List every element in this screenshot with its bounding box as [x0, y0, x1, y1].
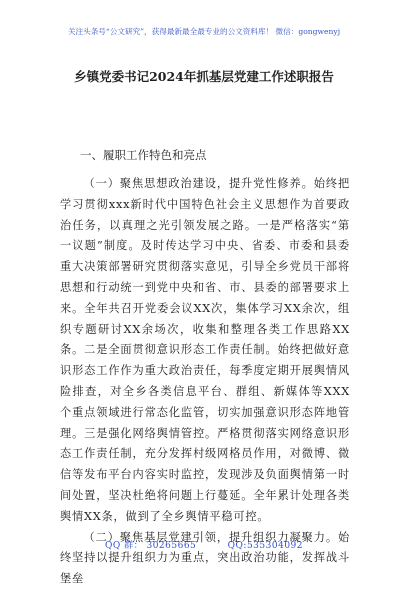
body-paragraph: （二）聚焦基层党建引领，提升组织力凝聚力。始终坚持以提升组织力为重点，突出政治功能，发挥战斗堡垒: [60, 530, 350, 586]
body-paragraph: （一）聚焦思想政治建设，提升党性修养。始终把学习贯彻xxx新时代中国特色社会主义思想作为首要政治任务，以真理之光引领发展之路。一是严格落实“第一议题”制度。及时传达学习中央、省委、市委和县委重大决策部署研究贯彻落实意见，引导全乡党员干部将思想和行动统一到党中央和省、市、县委的部署要求上来。全年共召开党委会议XX次，集体学习XX余次，组织专题研讨XX余场次，收集和整理各类工作思路XX条。二是全面贯彻意识形态工作责任制。始终把做好意识形态工作作为重大政治责任，每季度定期开展舆情风险排查，对全乡各类信息平台、群组、新媒体等XXX个重点领域进行常态化监管，切实加强意识形态阵地管理。三是强化网络舆情管控。严格贯彻落实网络意识形态工作责任制，充分发挥村级网格员作用，对微博、微信等发布平台内容实时监控，发现涉及负面舆情第一时间处置，坚决杜绝将问题上行蔓延。全年累计处理各类舆情XX条，做到了全乡舆情平稳可控。: [60, 177, 350, 523]
footer-qq-number: QQ:535304092: [227, 541, 303, 551]
section-heading: 一、履职工作特色和亮点: [80, 148, 207, 162]
document-title: 乡镇党委书记2024年抓基层党建工作述职报告: [74, 69, 334, 84]
header-promo-banner: 关注头条号“公文研究”，获得最新最全最专业的公文资料库！ 微信：gongwenyj: [67, 27, 341, 36]
footer-qq-group: QQ 群： 30265665: [105, 541, 197, 551]
footer-contact: [0, 538, 408, 551]
document-body: [60, 174, 350, 590]
